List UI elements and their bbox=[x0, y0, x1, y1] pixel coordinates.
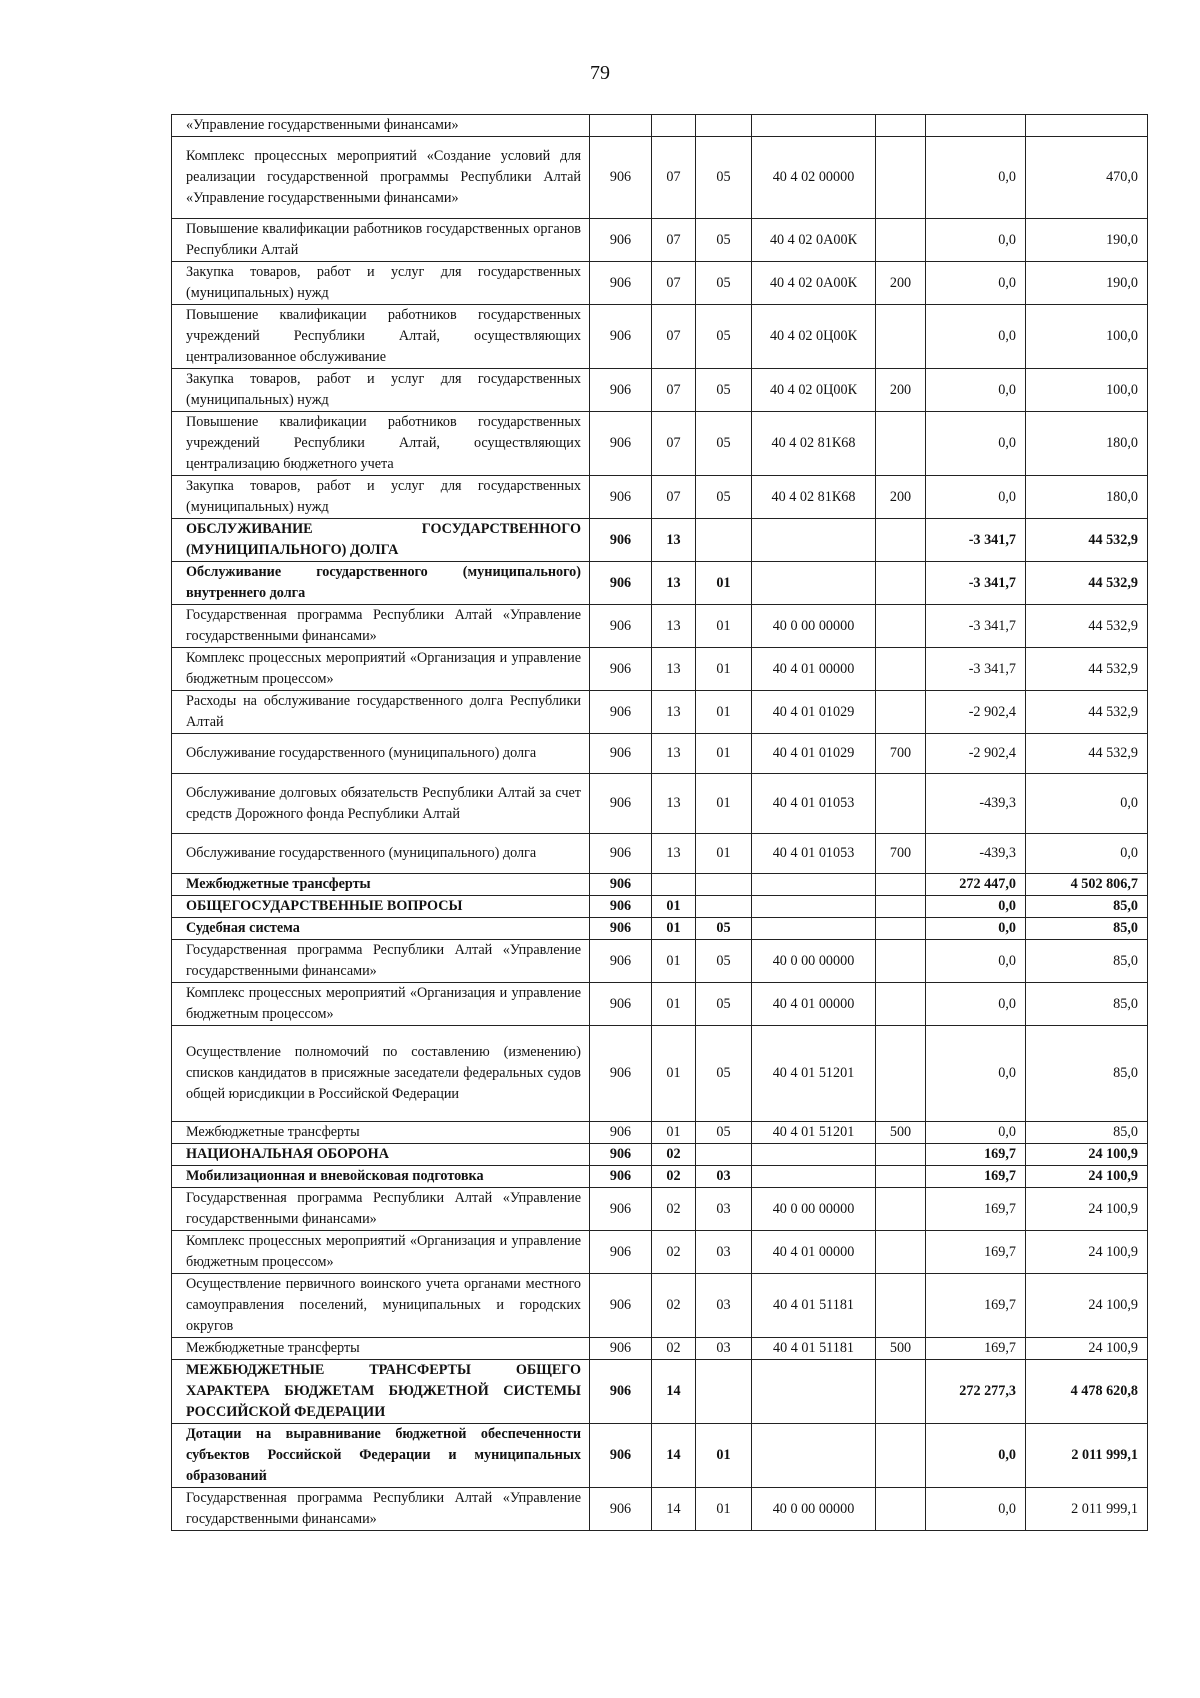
cell-name: МЕЖБЮДЖЕТНЫЕ ТРАНСФЕРТЫ ОБЩЕГО ХАРАКТЕРА БЮДЖЕТАМ БЮДЖЕТНОЙ СИСТЕМЫ РОССИЙСКОЙ ФЕДЕРАЦИИ bbox=[172, 1360, 590, 1424]
table-row bbox=[172, 1144, 1148, 1166]
cell-amount-total: 190,0 bbox=[1026, 219, 1148, 262]
cell-amount-total: 180,0 bbox=[1026, 412, 1148, 476]
table-row bbox=[172, 476, 1148, 519]
table-row bbox=[172, 412, 1148, 476]
cell-razdel: 13 bbox=[652, 605, 696, 648]
cell-podrazdel: 03 bbox=[696, 1231, 752, 1274]
cell-name: Мобилизационная и вневойсковая подготовка bbox=[172, 1166, 590, 1188]
cell-glava: 906 bbox=[590, 412, 652, 476]
cell-glava: 906 bbox=[590, 137, 652, 219]
cell-target-article bbox=[752, 1360, 876, 1424]
cell-amount-total bbox=[1026, 115, 1148, 137]
cell-glava: 906 bbox=[590, 874, 652, 896]
cell-razdel: 13 bbox=[652, 691, 696, 734]
cell-amount-change: 0,0 bbox=[926, 412, 1026, 476]
cell-amount-change: 169,7 bbox=[926, 1166, 1026, 1188]
cell-glava: 906 bbox=[590, 605, 652, 648]
table-row bbox=[172, 1231, 1148, 1274]
cell-expense-type bbox=[876, 1424, 926, 1488]
cell-amount-total: 4 478 620,8 bbox=[1026, 1360, 1148, 1424]
table-row bbox=[172, 115, 1148, 137]
cell-amount-change: 0,0 bbox=[926, 918, 1026, 940]
cell-razdel: 14 bbox=[652, 1488, 696, 1531]
cell-expense-type bbox=[876, 1360, 926, 1424]
table-row bbox=[172, 1360, 1148, 1424]
cell-podrazdel: 05 bbox=[696, 476, 752, 519]
cell-expense-type bbox=[876, 1231, 926, 1274]
cell-amount-total: 24 100,9 bbox=[1026, 1338, 1148, 1360]
cell-podrazdel: 03 bbox=[696, 1166, 752, 1188]
cell-amount-change: 169,7 bbox=[926, 1144, 1026, 1166]
cell-amount-change: 0,0 bbox=[926, 1122, 1026, 1144]
cell-expense-type: 500 bbox=[876, 1122, 926, 1144]
cell-glava: 906 bbox=[590, 1424, 652, 1488]
cell-razdel: 07 bbox=[652, 305, 696, 369]
cell-target-article bbox=[752, 918, 876, 940]
cell-expense-type: 200 bbox=[876, 262, 926, 305]
cell-target-article: 40 0 00 00000 bbox=[752, 605, 876, 648]
cell-podrazdel bbox=[696, 519, 752, 562]
cell-glava: 906 bbox=[590, 896, 652, 918]
cell-name: «Управление государственными финансами» bbox=[172, 115, 590, 137]
cell-razdel: 01 bbox=[652, 896, 696, 918]
cell-podrazdel bbox=[696, 115, 752, 137]
cell-expense-type bbox=[876, 648, 926, 691]
cell-name: Закупка товаров, работ и услуг для государственных (муниципальных) нужд bbox=[172, 369, 590, 412]
cell-name: Комплекс процессных мероприятий «Организация и управление бюджетным процессом» bbox=[172, 983, 590, 1026]
cell-amount-change: -3 341,7 bbox=[926, 562, 1026, 605]
cell-podrazdel: 05 bbox=[696, 983, 752, 1026]
cell-name: Обслуживание государственного (муниципального) долга bbox=[172, 734, 590, 774]
cell-target-article: 40 4 02 81К68 bbox=[752, 412, 876, 476]
cell-glava: 906 bbox=[590, 369, 652, 412]
cell-target-article bbox=[752, 896, 876, 918]
cell-amount-total: 44 532,9 bbox=[1026, 562, 1148, 605]
cell-name: Государственная программа Республики Алтай «Управление государственными финансами» bbox=[172, 1188, 590, 1231]
cell-amount-change: 272 277,3 bbox=[926, 1360, 1026, 1424]
cell-amount-total: 24 100,9 bbox=[1026, 1231, 1148, 1274]
cell-razdel: 13 bbox=[652, 519, 696, 562]
cell-name: ОБЩЕГОСУДАРСТВЕННЫЕ ВОПРОСЫ bbox=[172, 896, 590, 918]
cell-podrazdel bbox=[696, 1360, 752, 1424]
table-row bbox=[172, 1166, 1148, 1188]
cell-target-article: 40 4 02 81К68 bbox=[752, 476, 876, 519]
cell-expense-type: 200 bbox=[876, 476, 926, 519]
cell-podrazdel: 03 bbox=[696, 1338, 752, 1360]
cell-name: Межбюджетные трансферты bbox=[172, 1338, 590, 1360]
cell-expense-type bbox=[876, 1026, 926, 1122]
cell-podrazdel: 05 bbox=[696, 262, 752, 305]
cell-razdel: 07 bbox=[652, 137, 696, 219]
cell-amount-total: 24 100,9 bbox=[1026, 1166, 1148, 1188]
cell-razdel: 07 bbox=[652, 262, 696, 305]
cell-podrazdel: 05 bbox=[696, 219, 752, 262]
table-row bbox=[172, 983, 1148, 1026]
cell-name: Обслуживание государственного (муниципального) долга bbox=[172, 834, 590, 874]
cell-razdel: 02 bbox=[652, 1274, 696, 1338]
cell-razdel: 02 bbox=[652, 1231, 696, 1274]
cell-name: Государственная программа Республики Алтай «Управление государственными финансами» bbox=[172, 940, 590, 983]
cell-expense-type bbox=[876, 896, 926, 918]
table-row bbox=[172, 1026, 1148, 1122]
cell-glava: 906 bbox=[590, 774, 652, 834]
cell-amount-total: 24 100,9 bbox=[1026, 1144, 1148, 1166]
cell-target-article: 40 4 01 01029 bbox=[752, 691, 876, 734]
cell-podrazdel: 05 bbox=[696, 369, 752, 412]
cell-podrazdel: 05 bbox=[696, 137, 752, 219]
cell-glava: 906 bbox=[590, 1144, 652, 1166]
cell-amount-change: 169,7 bbox=[926, 1231, 1026, 1274]
cell-razdel: 07 bbox=[652, 219, 696, 262]
cell-razdel: 14 bbox=[652, 1360, 696, 1424]
cell-expense-type bbox=[876, 940, 926, 983]
cell-glava: 906 bbox=[590, 1488, 652, 1531]
cell-amount-change: -3 341,7 bbox=[926, 605, 1026, 648]
cell-amount-change: 0,0 bbox=[926, 983, 1026, 1026]
cell-name: НАЦИОНАЛЬНАЯ ОБОРОНА bbox=[172, 1144, 590, 1166]
table-row bbox=[172, 219, 1148, 262]
cell-expense-type bbox=[876, 562, 926, 605]
cell-podrazdel: 05 bbox=[696, 1122, 752, 1144]
cell-podrazdel: 01 bbox=[696, 1488, 752, 1531]
cell-podrazdel: 01 bbox=[696, 648, 752, 691]
cell-razdel: 01 bbox=[652, 983, 696, 1026]
cell-amount-total: 85,0 bbox=[1026, 1122, 1148, 1144]
cell-target-article: 40 4 01 01053 bbox=[752, 774, 876, 834]
cell-target-article: 40 4 01 01053 bbox=[752, 834, 876, 874]
cell-podrazdel: 01 bbox=[696, 734, 752, 774]
cell-target-article: 40 4 02 0А00К bbox=[752, 262, 876, 305]
table-row bbox=[172, 940, 1148, 983]
cell-name: Закупка товаров, работ и услуг для государственных (муниципальных) нужд bbox=[172, 262, 590, 305]
cell-amount-change: 0,0 bbox=[926, 137, 1026, 219]
cell-amount-change bbox=[926, 115, 1026, 137]
cell-target-article: 40 4 02 00000 bbox=[752, 137, 876, 219]
cell-razdel: 01 bbox=[652, 918, 696, 940]
cell-target-article: 40 4 01 00000 bbox=[752, 1231, 876, 1274]
table-row bbox=[172, 734, 1148, 774]
cell-glava: 906 bbox=[590, 648, 652, 691]
cell-amount-total: 180,0 bbox=[1026, 476, 1148, 519]
cell-amount-change: 0,0 bbox=[926, 476, 1026, 519]
cell-razdel: 13 bbox=[652, 648, 696, 691]
cell-glava: 906 bbox=[590, 983, 652, 1026]
table-row bbox=[172, 1488, 1148, 1531]
cell-podrazdel: 01 bbox=[696, 834, 752, 874]
cell-amount-total: 44 532,9 bbox=[1026, 648, 1148, 691]
cell-expense-type bbox=[876, 774, 926, 834]
cell-amount-total: 44 532,9 bbox=[1026, 519, 1148, 562]
cell-razdel: 13 bbox=[652, 562, 696, 605]
cell-podrazdel bbox=[696, 874, 752, 896]
cell-name: Комплекс процессных мероприятий «Создание условий для реализации государственной программы Республики Алтай «Управление государственными финансами» bbox=[172, 137, 590, 219]
cell-glava: 906 bbox=[590, 219, 652, 262]
cell-expense-type bbox=[876, 1144, 926, 1166]
cell-razdel: 01 bbox=[652, 940, 696, 983]
cell-amount-total: 0,0 bbox=[1026, 774, 1148, 834]
cell-expense-type bbox=[876, 983, 926, 1026]
cell-target-article bbox=[752, 1144, 876, 1166]
cell-name: Обслуживание государственного (муниципального) внутреннего долга bbox=[172, 562, 590, 605]
cell-expense-type: 700 bbox=[876, 734, 926, 774]
cell-amount-change: -3 341,7 bbox=[926, 648, 1026, 691]
cell-target-article: 40 0 00 00000 bbox=[752, 1188, 876, 1231]
cell-amount-total: 0,0 bbox=[1026, 834, 1148, 874]
table-row bbox=[172, 605, 1148, 648]
cell-name: Расходы на обслуживание государственного долга Республики Алтай bbox=[172, 691, 590, 734]
cell-glava: 906 bbox=[590, 1026, 652, 1122]
cell-amount-total: 85,0 bbox=[1026, 940, 1148, 983]
cell-amount-total: 470,0 bbox=[1026, 137, 1148, 219]
cell-amount-total: 190,0 bbox=[1026, 262, 1148, 305]
cell-target-article bbox=[752, 874, 876, 896]
cell-podrazdel: 01 bbox=[696, 1424, 752, 1488]
table-row bbox=[172, 1424, 1148, 1488]
cell-amount-change: -2 902,4 bbox=[926, 734, 1026, 774]
cell-amount-change: 0,0 bbox=[926, 369, 1026, 412]
table-body bbox=[172, 115, 1148, 1531]
cell-podrazdel: 05 bbox=[696, 1026, 752, 1122]
cell-name: Судебная система bbox=[172, 918, 590, 940]
cell-expense-type bbox=[876, 305, 926, 369]
cell-name: Межбюджетные трансферты bbox=[172, 874, 590, 896]
cell-amount-change: 272 447,0 bbox=[926, 874, 1026, 896]
cell-podrazdel: 01 bbox=[696, 605, 752, 648]
cell-podrazdel: 03 bbox=[696, 1274, 752, 1338]
cell-glava: 906 bbox=[590, 691, 652, 734]
cell-glava: 906 bbox=[590, 1122, 652, 1144]
cell-target-article: 40 4 01 00000 bbox=[752, 648, 876, 691]
cell-expense-type bbox=[876, 1166, 926, 1188]
cell-target-article: 40 4 01 00000 bbox=[752, 983, 876, 1026]
cell-expense-type bbox=[876, 137, 926, 219]
cell-amount-change: -439,3 bbox=[926, 834, 1026, 874]
cell-expense-type bbox=[876, 412, 926, 476]
cell-name: Обслуживание долговых обязательств Республики Алтай за счет средств Дорожного фонда Республики Алтай bbox=[172, 774, 590, 834]
cell-name: Повышение квалификации работников государственных органов Республики Алтай bbox=[172, 219, 590, 262]
table-row bbox=[172, 874, 1148, 896]
cell-amount-change: -439,3 bbox=[926, 774, 1026, 834]
cell-name: Государственная программа Республики Алтай «Управление государственными финансами» bbox=[172, 605, 590, 648]
cell-target-article: 40 4 02 0Ц00К bbox=[752, 369, 876, 412]
cell-razdel: 01 bbox=[652, 1122, 696, 1144]
cell-amount-total: 100,0 bbox=[1026, 369, 1148, 412]
page-number: 79 bbox=[590, 62, 610, 84]
cell-amount-total: 85,0 bbox=[1026, 983, 1148, 1026]
cell-target-article bbox=[752, 115, 876, 137]
cell-glava: 906 bbox=[590, 305, 652, 369]
cell-razdel: 02 bbox=[652, 1144, 696, 1166]
cell-name: Осуществление полномочий по составлению (изменению) списков кандидатов в присяжные заседатели федеральных судов общей юрисдикции в Российской Федерации bbox=[172, 1026, 590, 1122]
cell-amount-total: 85,0 bbox=[1026, 918, 1148, 940]
cell-podrazdel bbox=[696, 896, 752, 918]
cell-amount-total: 44 532,9 bbox=[1026, 605, 1148, 648]
table-row bbox=[172, 834, 1148, 874]
cell-razdel: 13 bbox=[652, 834, 696, 874]
cell-amount-total: 24 100,9 bbox=[1026, 1188, 1148, 1231]
cell-glava: 906 bbox=[590, 734, 652, 774]
cell-razdel: 07 bbox=[652, 369, 696, 412]
cell-amount-total: 2 011 999,1 bbox=[1026, 1488, 1148, 1531]
cell-expense-type bbox=[876, 605, 926, 648]
cell-amount-total: 4 502 806,7 bbox=[1026, 874, 1148, 896]
cell-razdel: 13 bbox=[652, 734, 696, 774]
table-row bbox=[172, 774, 1148, 834]
table-row bbox=[172, 691, 1148, 734]
cell-razdel: 02 bbox=[652, 1338, 696, 1360]
cell-amount-total: 100,0 bbox=[1026, 305, 1148, 369]
cell-amount-change: 0,0 bbox=[926, 1424, 1026, 1488]
cell-expense-type bbox=[876, 874, 926, 896]
cell-target-article: 40 4 01 51201 bbox=[752, 1122, 876, 1144]
cell-razdel: 13 bbox=[652, 774, 696, 834]
cell-target-article: 40 0 00 00000 bbox=[752, 940, 876, 983]
cell-name: Комплекс процессных мероприятий «Организация и управление бюджетным процессом» bbox=[172, 648, 590, 691]
cell-podrazdel: 05 bbox=[696, 918, 752, 940]
cell-amount-change: 169,7 bbox=[926, 1338, 1026, 1360]
cell-expense-type bbox=[876, 1274, 926, 1338]
cell-glava: 906 bbox=[590, 1166, 652, 1188]
cell-podrazdel bbox=[696, 1144, 752, 1166]
cell-razdel: 07 bbox=[652, 412, 696, 476]
cell-name: Закупка товаров, работ и услуг для государственных (муниципальных) нужд bbox=[172, 476, 590, 519]
cell-amount-change: -3 341,7 bbox=[926, 519, 1026, 562]
cell-amount-total: 85,0 bbox=[1026, 1026, 1148, 1122]
cell-glava: 906 bbox=[590, 1338, 652, 1360]
cell-target-article bbox=[752, 562, 876, 605]
cell-expense-type: 200 bbox=[876, 369, 926, 412]
table-row bbox=[172, 896, 1148, 918]
cell-target-article: 40 4 01 51181 bbox=[752, 1338, 876, 1360]
cell-expense-type bbox=[876, 1188, 926, 1231]
cell-name: Повышение квалификации работников государственных учреждений Республики Алтай, осуществляющих централизованное обслуживание bbox=[172, 305, 590, 369]
cell-target-article bbox=[752, 1424, 876, 1488]
cell-razdel: 07 bbox=[652, 476, 696, 519]
cell-target-article bbox=[752, 1166, 876, 1188]
cell-name: ОБСЛУЖИВАНИЕ ГОСУДАРСТВЕННОГО (МУНИЦИПАЛЬНОГО) ДОЛГА bbox=[172, 519, 590, 562]
cell-name: Комплекс процессных мероприятий «Организация и управление бюджетным процессом» bbox=[172, 1231, 590, 1274]
cell-target-article: 40 4 02 0А00К bbox=[752, 219, 876, 262]
cell-razdel bbox=[652, 874, 696, 896]
table-row bbox=[172, 918, 1148, 940]
cell-expense-type bbox=[876, 1488, 926, 1531]
cell-glava: 906 bbox=[590, 1274, 652, 1338]
cell-expense-type bbox=[876, 918, 926, 940]
cell-glava: 906 bbox=[590, 1188, 652, 1231]
cell-expense-type bbox=[876, 115, 926, 137]
cell-amount-change: 169,7 bbox=[926, 1274, 1026, 1338]
cell-target-article: 40 0 00 00000 bbox=[752, 1488, 876, 1531]
cell-name: Государственная программа Республики Алтай «Управление государственными финансами» bbox=[172, 1488, 590, 1531]
cell-glava bbox=[590, 115, 652, 137]
cell-amount-total: 2 011 999,1 bbox=[1026, 1424, 1148, 1488]
table-row bbox=[172, 305, 1148, 369]
cell-razdel: 02 bbox=[652, 1188, 696, 1231]
cell-glava: 906 bbox=[590, 562, 652, 605]
cell-razdel bbox=[652, 115, 696, 137]
cell-podrazdel: 05 bbox=[696, 940, 752, 983]
cell-amount-change: 0,0 bbox=[926, 896, 1026, 918]
table-row bbox=[172, 137, 1148, 219]
table-row bbox=[172, 648, 1148, 691]
cell-amount-total: 24 100,9 bbox=[1026, 1274, 1148, 1338]
cell-target-article: 40 4 01 51181 bbox=[752, 1274, 876, 1338]
cell-podrazdel: 05 bbox=[696, 305, 752, 369]
cell-amount-change: -2 902,4 bbox=[926, 691, 1026, 734]
cell-podrazdel: 01 bbox=[696, 691, 752, 734]
cell-glava: 906 bbox=[590, 262, 652, 305]
cell-name: Межбюджетные трансферты bbox=[172, 1122, 590, 1144]
cell-glava: 906 bbox=[590, 1231, 652, 1274]
cell-name: Осуществление первичного воинского учета органами местного самоуправления поселений, муниципальных и городских округов bbox=[172, 1274, 590, 1338]
cell-podrazdel: 05 bbox=[696, 412, 752, 476]
cell-expense-type bbox=[876, 519, 926, 562]
cell-glava: 906 bbox=[590, 519, 652, 562]
table-row bbox=[172, 1122, 1148, 1144]
table-row bbox=[172, 562, 1148, 605]
cell-expense-type: 500 bbox=[876, 1338, 926, 1360]
cell-podrazdel: 03 bbox=[696, 1188, 752, 1231]
cell-target-article: 40 4 01 01029 bbox=[752, 734, 876, 774]
cell-target-article: 40 4 01 51201 bbox=[752, 1026, 876, 1122]
table-row bbox=[172, 1338, 1148, 1360]
table-row bbox=[172, 1188, 1148, 1231]
cell-amount-total: 44 532,9 bbox=[1026, 691, 1148, 734]
cell-glava: 906 bbox=[590, 834, 652, 874]
table-row bbox=[172, 1274, 1148, 1338]
cell-razdel: 01 bbox=[652, 1026, 696, 1122]
table-row bbox=[172, 262, 1148, 305]
table-row bbox=[172, 369, 1148, 412]
cell-amount-total: 85,0 bbox=[1026, 896, 1148, 918]
cell-glava: 906 bbox=[590, 476, 652, 519]
cell-expense-type bbox=[876, 691, 926, 734]
budget-table bbox=[171, 114, 1148, 1531]
cell-amount-change: 0,0 bbox=[926, 940, 1026, 983]
table-row bbox=[172, 519, 1148, 562]
cell-amount-total: 44 532,9 bbox=[1026, 734, 1148, 774]
cell-amount-change: 0,0 bbox=[926, 305, 1026, 369]
cell-amount-change: 0,0 bbox=[926, 1488, 1026, 1531]
cell-glava: 906 bbox=[590, 940, 652, 983]
cell-amount-change: 169,7 bbox=[926, 1188, 1026, 1231]
cell-target-article: 40 4 02 0Ц00К bbox=[752, 305, 876, 369]
cell-amount-change: 0,0 bbox=[926, 219, 1026, 262]
cell-razdel: 02 bbox=[652, 1166, 696, 1188]
cell-expense-type bbox=[876, 219, 926, 262]
cell-podrazdel: 01 bbox=[696, 774, 752, 834]
cell-glava: 906 bbox=[590, 1360, 652, 1424]
cell-name: Дотации на выравнивание бюджетной обеспеченности субъектов Российской Федерации и муниципальных образований bbox=[172, 1424, 590, 1488]
cell-amount-change: 0,0 bbox=[926, 262, 1026, 305]
cell-podrazdel: 01 bbox=[696, 562, 752, 605]
cell-glava: 906 bbox=[590, 918, 652, 940]
cell-razdel: 14 bbox=[652, 1424, 696, 1488]
cell-target-article bbox=[752, 519, 876, 562]
cell-name: Повышение квалификации работников государственных учреждений Республики Алтай, осуществляющих централизацию бюджетного учета bbox=[172, 412, 590, 476]
cell-amount-change: 0,0 bbox=[926, 1026, 1026, 1122]
cell-expense-type: 700 bbox=[876, 834, 926, 874]
